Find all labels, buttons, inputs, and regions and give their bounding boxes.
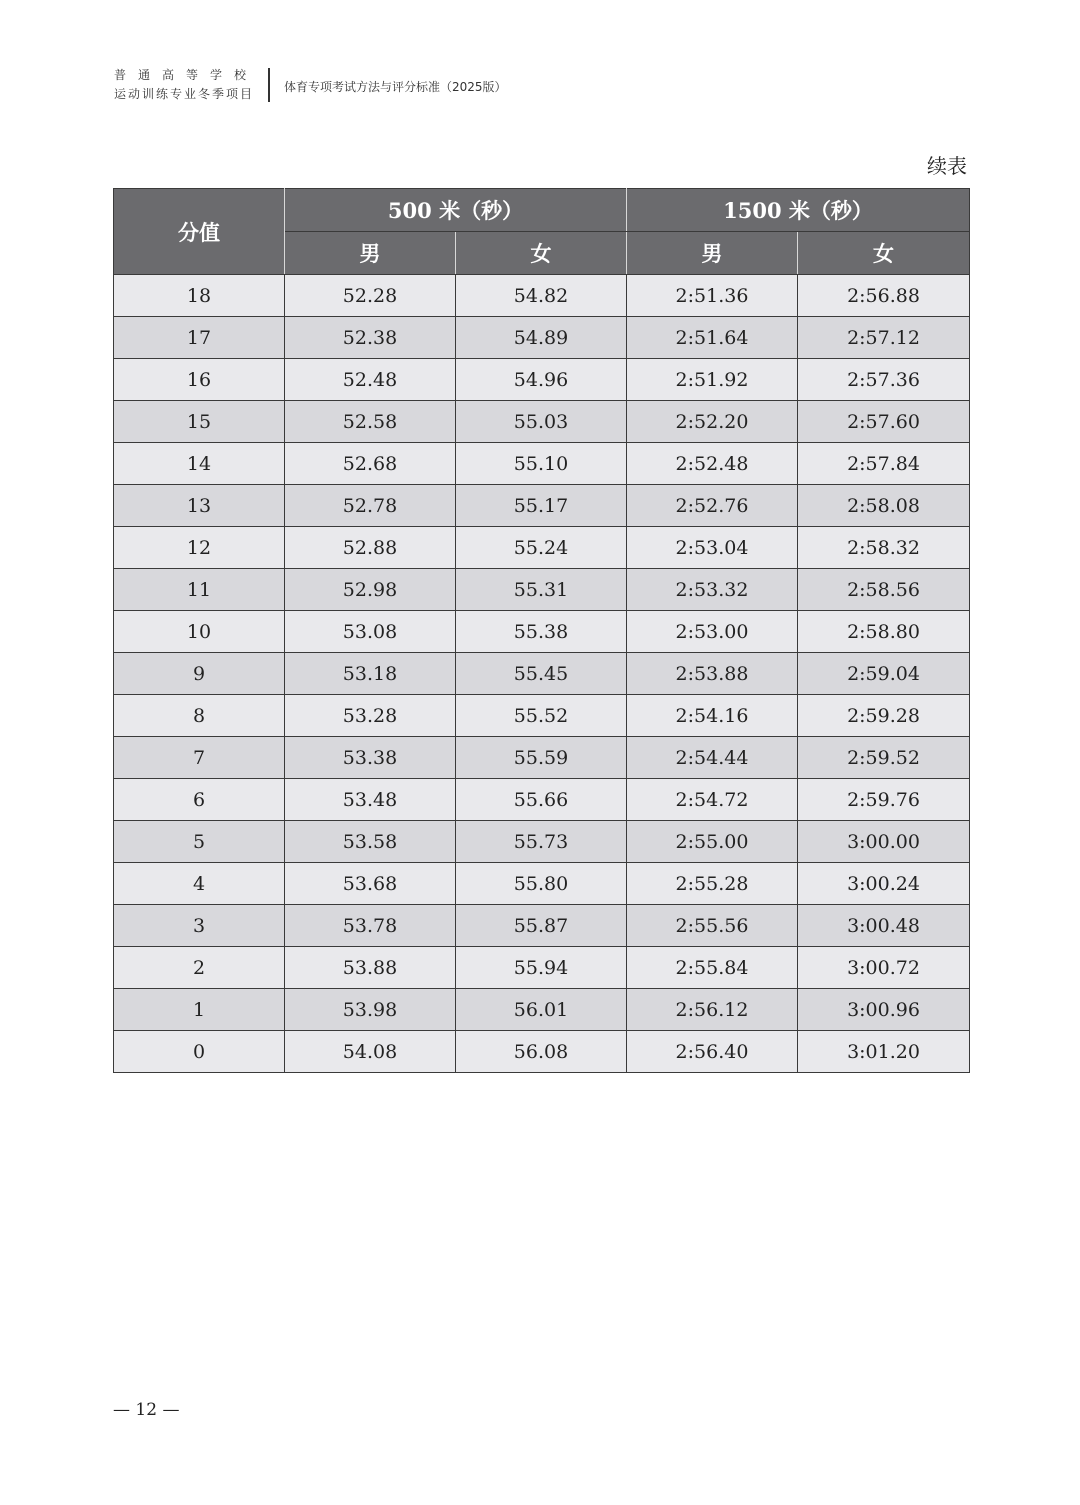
m500-male-cell: 54.08 [285, 1031, 456, 1073]
m500-female-cell: 54.82 [456, 275, 627, 317]
m1500-female-cell: 2:59.28 [798, 695, 970, 737]
score-cell: 16 [114, 359, 285, 401]
m1500-female-cell: 2:56.88 [798, 275, 970, 317]
table-row [114, 947, 970, 989]
score-cell: 5 [114, 821, 285, 863]
m500-male-cell: 53.68 [285, 863, 456, 905]
m500-male-cell: 53.58 [285, 821, 456, 863]
m500-female-cell: 54.96 [456, 359, 627, 401]
m500-female-cell: 55.94 [456, 947, 627, 989]
m500-male-cell: 52.38 [285, 317, 456, 359]
group-header-1500m: 1500 米（秒） [627, 189, 970, 232]
m500-female-cell: 55.73 [456, 821, 627, 863]
m500-female-cell: 55.80 [456, 863, 627, 905]
m500-female-cell: 55.10 [456, 443, 627, 485]
m1500-female-cell: 2:59.76 [798, 779, 970, 821]
score-cell: 15 [114, 401, 285, 443]
table-row [114, 611, 970, 653]
table-row [114, 821, 970, 863]
m1500-male-cell: 2:55.56 [627, 905, 798, 947]
table-row [114, 695, 970, 737]
table-row [114, 737, 970, 779]
m500-male-cell: 53.18 [285, 653, 456, 695]
table-row [114, 485, 970, 527]
table-body [114, 275, 970, 1073]
score-cell: 2 [114, 947, 285, 989]
subheader-500m-female: 女 [456, 232, 627, 275]
m1500-male-cell: 2:53.32 [627, 569, 798, 611]
score-cell: 4 [114, 863, 285, 905]
m1500-female-cell: 3:00.96 [798, 989, 970, 1031]
m500-male-cell: 52.78 [285, 485, 456, 527]
score-cell: 11 [114, 569, 285, 611]
table-row [114, 863, 970, 905]
m1500-female-cell: 2:58.56 [798, 569, 970, 611]
m1500-male-cell: 2:52.20 [627, 401, 798, 443]
m500-female-cell: 55.87 [456, 905, 627, 947]
m1500-male-cell: 2:54.16 [627, 695, 798, 737]
m500-female-cell: 56.08 [456, 1031, 627, 1073]
m500-female-cell: 55.45 [456, 653, 627, 695]
m500-male-cell: 53.48 [285, 779, 456, 821]
subheader-1500m-female: 女 [798, 232, 970, 275]
score-cell: 12 [114, 527, 285, 569]
header-line-2: 运动训练专业冬季项目 [114, 87, 255, 101]
score-cell: 10 [114, 611, 285, 653]
m500-male-cell: 52.58 [285, 401, 456, 443]
m1500-male-cell: 2:54.72 [627, 779, 798, 821]
table-header-row-groups [114, 189, 970, 232]
table-row [114, 401, 970, 443]
table-row [114, 443, 970, 485]
m500-female-cell: 55.03 [456, 401, 627, 443]
m500-male-cell: 53.78 [285, 905, 456, 947]
m1500-male-cell: 2:53.88 [627, 653, 798, 695]
m1500-male-cell: 2:51.64 [627, 317, 798, 359]
table-row [114, 989, 970, 1031]
score-cell: 13 [114, 485, 285, 527]
m1500-female-cell: 2:57.84 [798, 443, 970, 485]
m500-male-cell: 53.98 [285, 989, 456, 1031]
score-cell: 8 [114, 695, 285, 737]
m1500-male-cell: 2:54.44 [627, 737, 798, 779]
m500-female-cell: 55.17 [456, 485, 627, 527]
m500-male-cell: 53.08 [285, 611, 456, 653]
m500-female-cell: 55.52 [456, 695, 627, 737]
m1500-female-cell: 2:59.04 [798, 653, 970, 695]
table-row [114, 275, 970, 317]
m500-female-cell: 56.01 [456, 989, 627, 1031]
score-cell: 18 [114, 275, 285, 317]
score-cell: 0 [114, 1031, 285, 1073]
m1500-female-cell: 3:00.00 [798, 821, 970, 863]
score-cell: 17 [114, 317, 285, 359]
m1500-female-cell: 2:59.52 [798, 737, 970, 779]
m500-female-cell: 55.24 [456, 527, 627, 569]
m1500-female-cell: 2:58.32 [798, 527, 970, 569]
score-cell: 1 [114, 989, 285, 1031]
m500-male-cell: 52.28 [285, 275, 456, 317]
m1500-female-cell: 3:00.72 [798, 947, 970, 989]
m500-female-cell: 55.38 [456, 611, 627, 653]
subheader-1500m-male: 男 [627, 232, 798, 275]
m500-male-cell: 52.88 [285, 527, 456, 569]
m1500-male-cell: 2:56.40 [627, 1031, 798, 1073]
header-divider [268, 68, 270, 102]
m1500-female-cell: 2:57.36 [798, 359, 970, 401]
m1500-female-cell: 2:57.60 [798, 401, 970, 443]
header-title: 体育专项考试方法与评分标准（2025版） [284, 80, 507, 94]
m1500-male-cell: 2:55.84 [627, 947, 798, 989]
m1500-male-cell: 2:52.48 [627, 443, 798, 485]
m1500-female-cell: 2:58.08 [798, 485, 970, 527]
m500-male-cell: 52.68 [285, 443, 456, 485]
table-row [114, 1031, 970, 1073]
m1500-male-cell: 2:53.00 [627, 611, 798, 653]
m500-female-cell: 55.59 [456, 737, 627, 779]
m1500-male-cell: 2:51.92 [627, 359, 798, 401]
score-column-header: 分值 [114, 189, 285, 275]
m500-female-cell: 54.89 [456, 317, 627, 359]
score-cell: 3 [114, 905, 285, 947]
page-number: — 12 — [113, 1400, 180, 1420]
table-row [114, 527, 970, 569]
continued-label: 续表 [927, 154, 967, 178]
group-header-500m: 500 米（秒） [285, 189, 627, 232]
subheader-500m-male: 男 [285, 232, 456, 275]
table-row [114, 779, 970, 821]
m1500-female-cell: 2:58.80 [798, 611, 970, 653]
m1500-female-cell: 3:00.24 [798, 863, 970, 905]
m1500-female-cell: 3:00.48 [798, 905, 970, 947]
m1500-female-cell: 3:01.20 [798, 1031, 970, 1073]
m1500-female-cell: 2:57.12 [798, 317, 970, 359]
score-table [113, 188, 970, 1073]
table-row [114, 653, 970, 695]
m1500-male-cell: 2:55.00 [627, 821, 798, 863]
header-publisher [114, 66, 259, 104]
m1500-male-cell: 2:55.28 [627, 863, 798, 905]
header-line-1: 普通高等学校 [114, 68, 259, 82]
m1500-male-cell: 2:56.12 [627, 989, 798, 1031]
m500-male-cell: 52.48 [285, 359, 456, 401]
table-row [114, 905, 970, 947]
m500-male-cell: 53.88 [285, 947, 456, 989]
m500-male-cell: 53.38 [285, 737, 456, 779]
score-cell: 7 [114, 737, 285, 779]
score-cell: 6 [114, 779, 285, 821]
table-row [114, 317, 970, 359]
table-row [114, 569, 970, 611]
score-cell: 9 [114, 653, 285, 695]
score-cell: 14 [114, 443, 285, 485]
m1500-male-cell: 2:53.04 [627, 527, 798, 569]
m500-female-cell: 55.31 [456, 569, 627, 611]
table-row [114, 359, 970, 401]
m500-male-cell: 53.28 [285, 695, 456, 737]
m500-male-cell: 52.98 [285, 569, 456, 611]
m500-female-cell: 55.66 [456, 779, 627, 821]
m1500-male-cell: 2:52.76 [627, 485, 798, 527]
m1500-male-cell: 2:51.36 [627, 275, 798, 317]
